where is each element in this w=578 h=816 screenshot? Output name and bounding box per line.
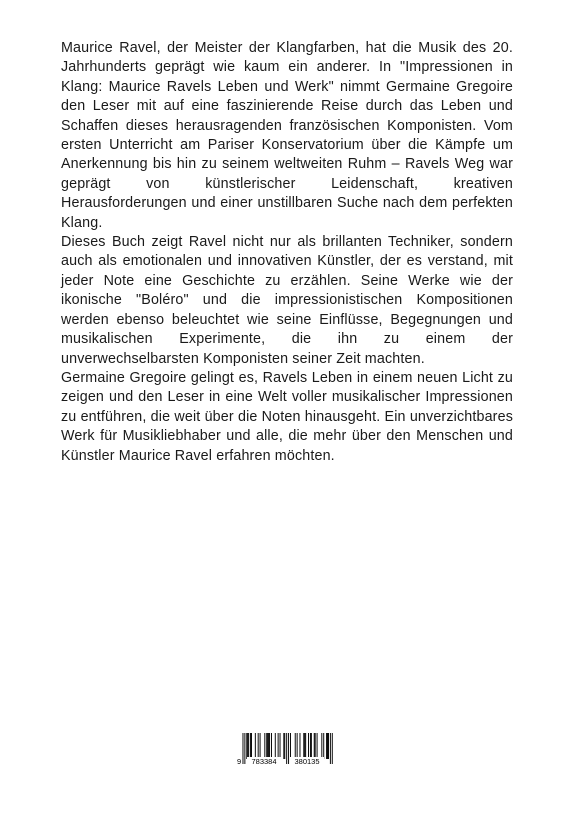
- barcode-bar: [330, 733, 331, 764]
- barcode-bar: [243, 733, 244, 764]
- barcode-bar: [305, 733, 306, 759]
- barcode-bar: [308, 733, 309, 759]
- barcode-bar: [328, 733, 329, 759]
- barcode-bar: [268, 733, 269, 759]
- barcode-bar: [304, 733, 305, 759]
- barcode-bar: [314, 733, 315, 759]
- barcode-bar: [295, 733, 296, 759]
- isbn-barcode: [237, 733, 337, 767]
- blurb-paragraph-1: Maurice Ravel, der Meister der Klangfarben, hat die Musik des 20. Jahrhunderts geprägt wie kaum ein anderer. In "Impressionen in Klang: Maurice Ravels Leben und Werk" nimmt Germaine Gregoire den Leser mit auf eine faszinierende Reise durch das Leben und Schaffen dieses herausragenden französischen Komponisten. Vom ersten Unterricht am Pariser Konservatorium über die Kämpfe um Anerkennung bis hin zu seinem weltweiten Ruhm – Ravels Weg war geprägt von künstlerischer Leidenschaft, kreativen Herausforderungen und einer unstillbaren Suche nach dem perfekten Klang.: [61, 40, 513, 231]
- barcode-bar: [323, 733, 324, 759]
- barcode-bar: [266, 733, 267, 759]
- barcode-bar: [311, 733, 312, 759]
- barcode-bar: [271, 733, 272, 759]
- blurb-paragraph-2: Dieses Buch zeigt Ravel nicht nur als brillanten Techniker, sondern auch als emotionalen und innovativen Künstler, der es verstand, mit jeder Note eine Geschichte zu erzählen. Seine Werke wie der ikonische "Boléro" und die impressionistischen Kompositionen werden ebenso beleuchtet wie seine Einflüsse, Begegnungen und musikalischen Experimente, die ihn zu einem der unverwechselbarsten Komponisten seiner Zeit machten.: [61, 234, 513, 367]
- barcode-bar: [250, 733, 251, 759]
- barcode-bar: [280, 733, 281, 759]
- barcode-bar: [300, 733, 301, 759]
- barcode-bar: [278, 733, 279, 759]
- barcode-bar: [275, 733, 276, 759]
- barcode-bar: [267, 733, 268, 759]
- barcode-right-digits: 380135: [290, 757, 324, 766]
- barcode-bar: [327, 733, 328, 759]
- barcode-bar: [258, 733, 259, 759]
- barcode-bar: [286, 733, 287, 764]
- barcode-bar: [260, 733, 261, 759]
- barcode-bar: [321, 733, 322, 759]
- barcode-bar: [317, 733, 318, 759]
- barcode-bar: [326, 733, 327, 759]
- barcode-first-digit: 9: [237, 757, 242, 766]
- barcode-bar: [283, 733, 284, 759]
- barcode-bar: [288, 733, 289, 764]
- barcode-left-digits: 783384: [247, 757, 281, 766]
- barcode-bar: [255, 733, 256, 759]
- barcode-bar: [297, 733, 298, 759]
- barcode-bar: [290, 733, 291, 759]
- back-cover-blurb: [61, 39, 513, 466]
- blurb-paragraph-3: Germaine Gregoire gelingt es, Ravels Leben in einem neuen Licht zu zeigen und den Leser in eine Welt voller musikalischer Impressionen zu entführen, die weit über die Noten hinausgeht. Ein unverzichtbares Werk für Musikliebhaber und alle, die mehr über den Menschen und Künstler Maurice Ravel erfahren möchten.: [61, 369, 513, 464]
- barcode-bar: [244, 733, 245, 764]
- barcode-bar: [251, 733, 252, 759]
- barcode-bar: [284, 733, 285, 759]
- barcode-bar: [315, 733, 316, 759]
- barcode-bar: [269, 733, 270, 759]
- barcode-bar: [247, 733, 248, 759]
- barcode-bar: [248, 733, 249, 759]
- barcode-bar: [310, 733, 311, 759]
- barcode-bar: [246, 733, 247, 759]
- barcode-bar: [264, 733, 265, 759]
- barcode-bar: [303, 733, 304, 759]
- barcode-bar: [332, 733, 333, 764]
